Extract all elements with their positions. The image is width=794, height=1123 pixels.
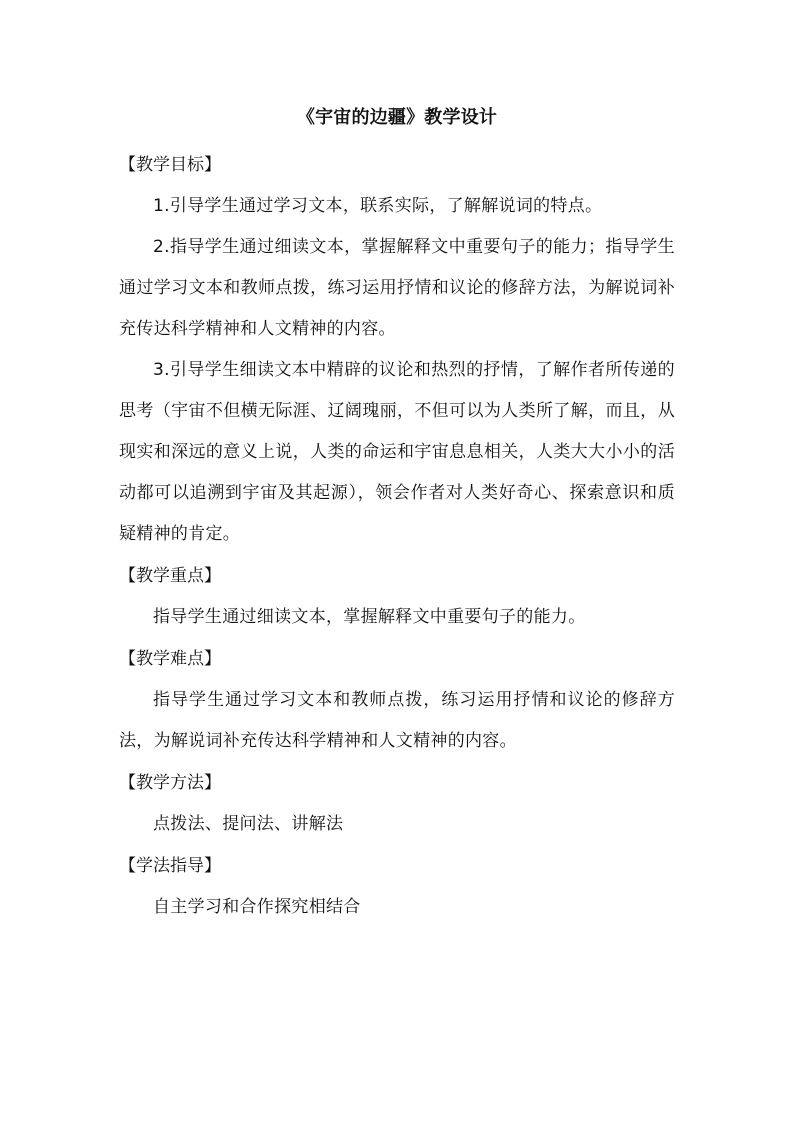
section-objectives [119, 144, 675, 555]
objective-item-2: 2.指导学生通过细读文本，掌握解释文中重要句子的能力；指导学生通过学习文本和教师点拨，练习运用抒情和议论的修辞方法，为解说词补充传达科学精神和人文精神的内容。 [119, 237, 675, 339]
section-methods [119, 762, 675, 845]
objective-item-3: 3.引导学生细读文本中精辟的议论和热烈的抒情，了解作者所传递的思考（宇宙不但横无际涯、辽阔瑰丽，不但可以为人类所了解，而且，从现实和深远的意义上说，人类的命运和宇宙息息相关，人类大大小小的活动都可以追溯到宇宙及其起源），领会作者对人类好奇心、探索意识和质疑精神的肯定。 [119, 360, 675, 544]
section-key-points [119, 555, 675, 638]
section-heading-key-points: 【教学重点】 [119, 566, 221, 586]
section-heading-objectives: 【教学目标】 [119, 155, 221, 175]
section-heading-difficulties: 【教学难点】 [119, 649, 221, 669]
section-study-guidance [119, 845, 675, 928]
objective-item-1: 1.引导学生通过学习文本，联系实际，了解解说词的特点。 [153, 196, 603, 216]
study-guidance-text: 自主学习和合作探究相结合 [153, 897, 361, 917]
section-heading-study-guidance: 【学法指导】 [119, 856, 221, 876]
difficulties-text: 指导学生通过学习文本和教师点拨，练习运用抒情和议论的修辞方法，为解说词补充传达科学精神和人文精神的内容。 [119, 690, 675, 751]
section-heading-methods: 【教学方法】 [119, 773, 221, 793]
methods-text: 点拨法、提问法、讲解法 [153, 814, 344, 834]
document-title: 《宇宙的边疆》教学设计 [296, 107, 498, 128]
key-points-text: 指导学生通过细读文本，掌握解释文中重要句子的能力。 [153, 607, 586, 627]
section-difficulties [119, 638, 675, 762]
document-body [119, 104, 675, 928]
